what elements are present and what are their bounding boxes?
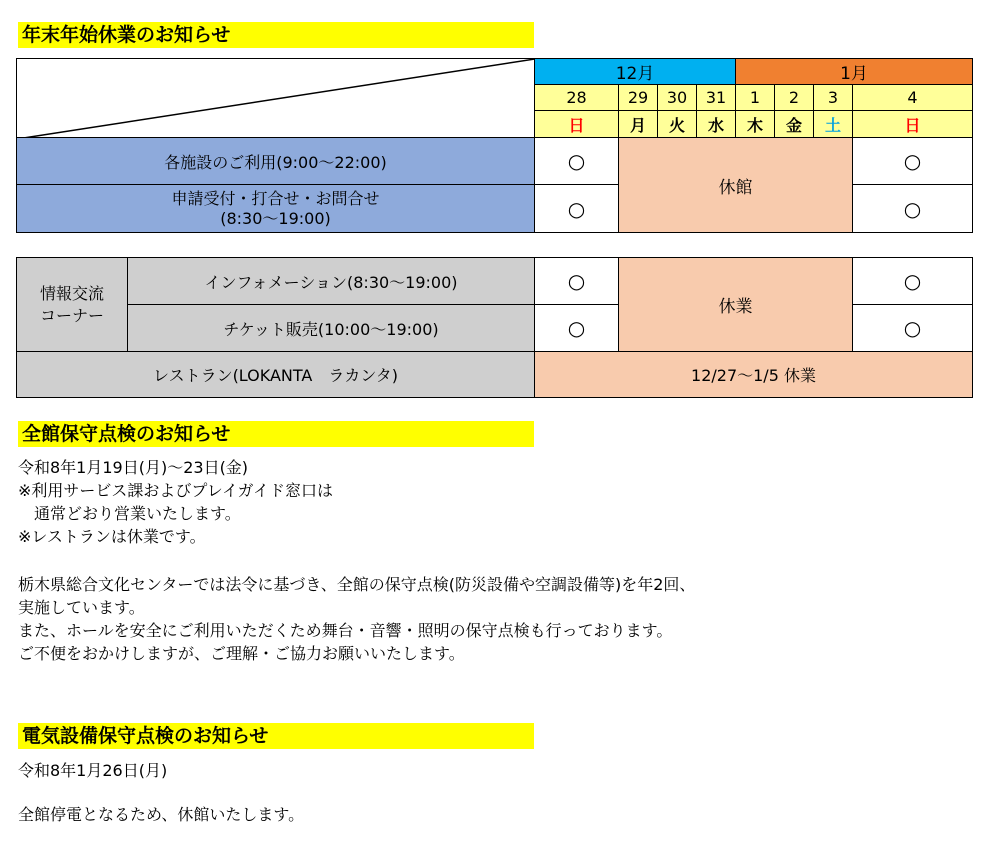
section-heading-maintenance: 全館保守点検のお知らせ <box>18 421 534 447</box>
date-cell: 4 <box>853 85 973 111</box>
diagonal-line <box>17 59 535 138</box>
weekday-cell: 日 <box>535 111 619 138</box>
month-header-january: 1月 <box>736 59 973 85</box>
weekday-cell: 木 <box>736 111 775 138</box>
date-cell: 28 <box>535 85 619 111</box>
group-label <box>17 258 128 352</box>
electric-date: 令和8年1月26日(月) <box>18 761 168 780</box>
weekday-cell: 土 <box>814 111 853 138</box>
open-mark: ○ <box>535 305 619 352</box>
row-label <box>17 185 535 233</box>
group-label-line: コーナー <box>39 305 104 325</box>
row-label: チケット販売(10:00～19:00) <box>128 305 535 352</box>
month-header-december: 12月 <box>535 59 736 85</box>
row-label: 各施設のご利用(9:00～22:00) <box>17 138 535 185</box>
maintenance-paragraph: また、ホールを安全にご利用いただくため舞台・音響・照明の保守点検も行っております。 <box>18 621 673 640</box>
maintenance-note: ※レストランは休業です。 <box>18 527 206 546</box>
open-mark: ○ <box>853 185 973 233</box>
year-end-schedule-table <box>16 58 973 233</box>
maintenance-paragraph: 実施しています。 <box>18 598 145 617</box>
date-cell: 29 <box>619 85 658 111</box>
date-cell: 31 <box>697 85 736 111</box>
date-cell: 2 <box>775 85 814 111</box>
date-cell: 3 <box>814 85 853 111</box>
weekday-cell: 火 <box>658 111 697 138</box>
maintenance-paragraph: 栃木県総合文化センターでは法令に基づき、全館の保守点検(防災設備や空調設備等)を年2回、 <box>18 575 696 594</box>
group-label-line: 情報交流 <box>39 283 104 303</box>
restaurant-status: 12/27～1/5 休業 <box>535 352 973 398</box>
weekday-cell: 日 <box>853 111 973 138</box>
maintenance-paragraph: ご不便をおかけしますが、ご理解・ご協力お願いいたします。 <box>18 644 465 663</box>
row-label: インフォメーション(8:30～19:00) <box>128 258 535 305</box>
open-mark: ○ <box>853 258 973 305</box>
electric-note: 全館停電となるため、休館いたします。 <box>18 805 305 824</box>
open-mark: ○ <box>535 185 619 233</box>
section-heading-year-end: 年末年始休業のお知らせ <box>18 22 534 48</box>
maintenance-note: ※利用サービス課およびプレイガイド窓口は <box>18 481 334 500</box>
open-mark: ○ <box>535 258 619 305</box>
date-cell: 30 <box>658 85 697 111</box>
maintenance-date: 令和8年1月19日(月)～23日(金) <box>18 458 249 477</box>
closed-cell: 休館 <box>619 138 853 233</box>
weekday-cell: 月 <box>619 111 658 138</box>
closed-cell: 休業 <box>619 258 853 352</box>
weekday-cell: 金 <box>775 111 814 138</box>
section-heading-electric: 電気設備保守点検のお知らせ <box>18 723 534 749</box>
restaurant-label: レストラン(LOKANTA ラカンタ) <box>17 352 535 398</box>
weekday-cell: 水 <box>697 111 736 138</box>
maintenance-note: 通常どおり営業いたします。 <box>18 504 241 523</box>
info-corner-table <box>16 257 973 398</box>
row-label-line: 申請受付・打合せ・お問合せ <box>171 188 380 208</box>
row-label-line: (8:30～19:00) <box>220 208 331 228</box>
diagonal-header-cell <box>17 59 535 138</box>
open-mark: ○ <box>853 138 973 185</box>
open-mark: ○ <box>853 305 973 352</box>
date-cell: 1 <box>736 85 775 111</box>
open-mark: ○ <box>535 138 619 185</box>
